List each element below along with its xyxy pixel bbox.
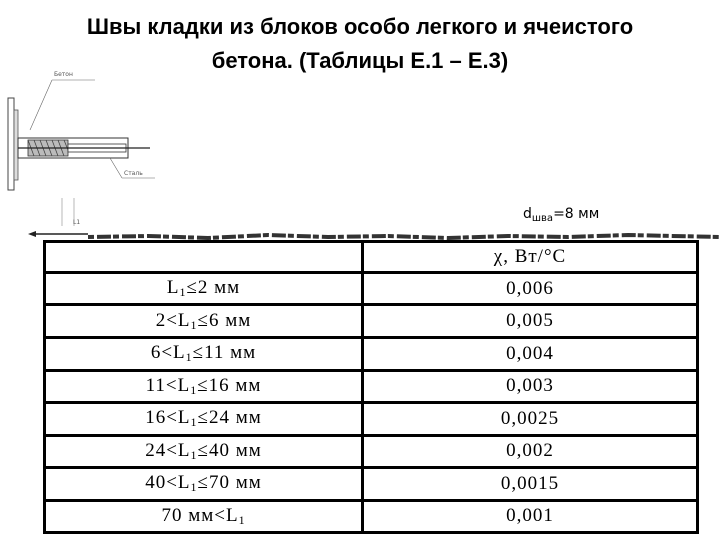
title-line-1: Швы кладки из блоков особо легкого и ячеистого xyxy=(86,14,634,39)
chi-value-cell: 0,0025 xyxy=(363,403,697,436)
table-row xyxy=(46,305,696,338)
anchor-diagram xyxy=(0,58,160,238)
chi-value-cell: 0,003 xyxy=(363,370,697,403)
range-cell: $11<L_1\le 16$ мм xyxy=(46,370,363,403)
diagram-label-steel: Сталь xyxy=(124,170,143,177)
chi-value-cell: 0,002 xyxy=(363,435,697,468)
table-row xyxy=(46,435,696,468)
range-cell: $2<L_1\le 6$ мм xyxy=(46,305,363,338)
chi-value-cell: 0,0015 xyxy=(363,468,697,501)
header-cell-chi: χ, Вт/°C xyxy=(363,243,697,272)
title-line-2: бетона. (Таблицы Е.1 – Е.3) xyxy=(211,48,509,73)
scan-artifact-line xyxy=(28,228,720,240)
chi-value-cell: 0,001 xyxy=(363,500,697,531)
table-row xyxy=(46,500,696,531)
header-cell-range xyxy=(46,243,363,272)
table-row xyxy=(46,338,696,371)
table-row xyxy=(46,403,696,436)
range-cell: $L_1\le 2$ мм xyxy=(46,272,363,305)
range-cell: $6<L_1\le 11$ мм xyxy=(46,338,363,371)
range-cell: $16<L_1\le 24$ мм xyxy=(46,403,363,436)
range-cell: $24<L_1\le 40$ мм xyxy=(46,435,363,468)
diagram-label-l1: L1 xyxy=(73,219,81,226)
diagram-label-concrete: Бетон xyxy=(54,71,73,78)
chi-value-cell: 0,005 xyxy=(363,305,697,338)
range-cell: 70 $мм<L_1$ xyxy=(46,500,363,531)
table-row xyxy=(46,468,696,501)
chi-value-cell: 0,006 xyxy=(363,272,697,305)
table-row xyxy=(46,370,696,403)
coefficients-table xyxy=(43,240,699,534)
table-header-row xyxy=(46,243,696,272)
range-cell: $40<L_1\le 70$ мм xyxy=(46,468,363,501)
table-row xyxy=(46,272,696,305)
seam-thickness: $d_{шва}=8$ мм xyxy=(523,206,600,224)
chi-value-cell: 0,004 xyxy=(363,338,697,371)
